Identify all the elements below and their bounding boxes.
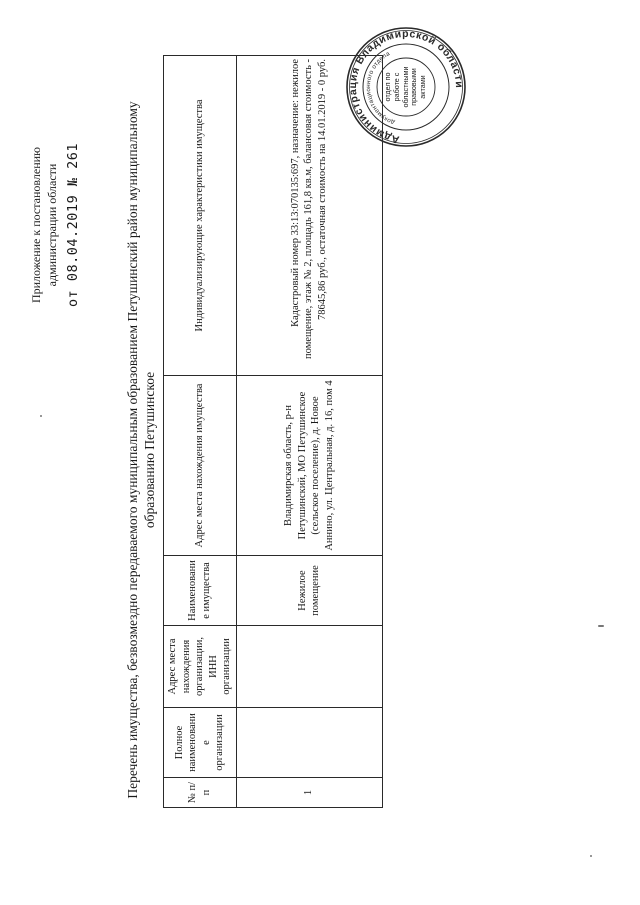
cell-org-address — [236, 626, 382, 708]
cell-property-description: Кадастровый номер 33:13:070135:697, назначение: нежилое помещение, этаж № 2, площадь 161,8 кв.м, балансовая стоимость - 78645,86 руб., остаточная стоимость на 14.01.2019 - 0 руб. — [236, 56, 382, 376]
cell-number: 1 — [236, 778, 382, 808]
header-property-address: Адрес места нахождения имущества — [164, 376, 237, 556]
scan-speck-3 — [590, 855, 592, 857]
approval-line-2: администрации области — [45, 163, 59, 287]
approval-line-1: Приложение к постановлению — [29, 146, 43, 304]
scan-speck-2 — [598, 625, 604, 627]
header-property-description: Индивидуализирующие характеристики имущества — [164, 56, 237, 376]
seal-inner-text: отдел по работе с областными правовыми актами — [383, 66, 428, 108]
header-property-name: Наименование имущества — [164, 556, 237, 626]
cell-property-address: Владимирская область, р-н Петушинский, МО Петушинское (сельское поселение), д. Новое Аннино, ул. Центральная, д. 16, пом 4 — [236, 376, 382, 556]
scan-speck-1 — [40, 415, 42, 417]
header-org-name: Полное наименование организации — [164, 708, 237, 778]
seal-middle-textpath: документационного отдела — [364, 50, 396, 126]
property-table — [163, 55, 383, 808]
seal-outer-textpath: Администрация Владимирской области — [346, 27, 466, 146]
document-title-line-1: Перечень имущества, безвозмездно передаваемого муниципальным образованием Петушинский район муниципальному — [125, 101, 140, 799]
table-row — [236, 56, 382, 808]
header-number: № п/п — [164, 778, 237, 808]
document-title-line-2: образованию Петушинское — [142, 371, 157, 529]
approval-block — [28, 105, 81, 345]
document-title — [124, 90, 158, 810]
cell-property-name: Нежилое помещение — [236, 556, 382, 626]
cell-org-name — [236, 708, 382, 778]
official-seal — [345, 26, 467, 148]
approval-date-number: от 08.04.2019 № 261 — [65, 143, 81, 307]
table-header-row — [164, 56, 237, 808]
header-org-address: Адрес места нахождения организации, ИНН организации — [164, 626, 237, 708]
